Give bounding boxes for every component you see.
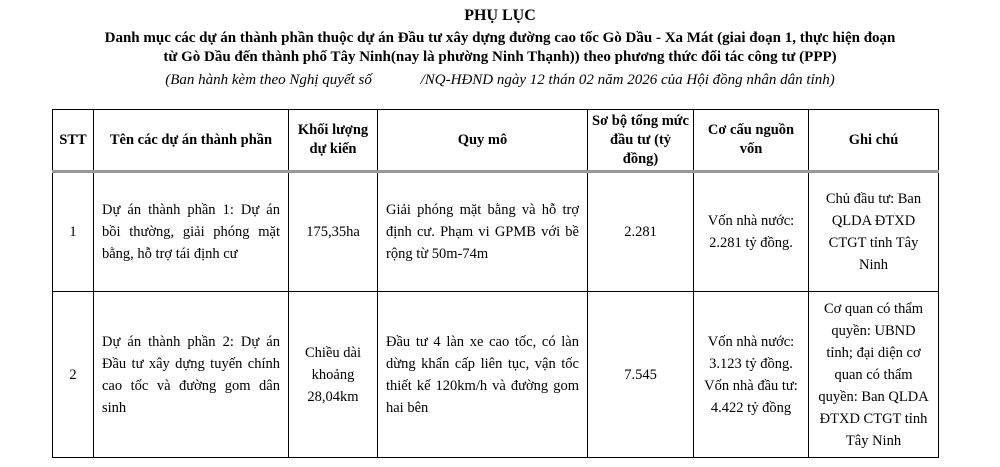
page-title: PHỤ LỤC bbox=[464, 7, 536, 24]
col-header-capital-structure: Cơ cấu nguồn vốn bbox=[694, 110, 809, 172]
document-subtitle bbox=[0, 29, 1000, 67]
table-row bbox=[53, 292, 939, 458]
cell-stt: 1 bbox=[53, 172, 94, 292]
cell-capital-structure: Vốn nhà nước: 2.281 tỷ đồng. bbox=[694, 172, 809, 292]
subtitle-line-1: Danh mục các dự án thành phần thuộc dự án Đầu tư xây dựng đường cao tốc Gò Dầu - Xa Mát (giai đoạn 1, thực hiện đoạn bbox=[104, 30, 896, 46]
col-header-scale: Quy mô bbox=[378, 110, 588, 172]
projects-table bbox=[52, 109, 939, 458]
cell-project-name: Dự án thành phần 1: Dự án bồi thường, giải phóng mặt bằng, hỗ trợ tái định cư bbox=[94, 172, 289, 292]
cell-total-investment: 2.281 bbox=[588, 172, 694, 292]
table-header-row bbox=[53, 110, 939, 172]
col-header-total-investment: Sơ bộ tổng mức đầu tư (tỷ đồng) bbox=[588, 110, 694, 172]
cell-expected-volume: Chiều dài khoảng 28,04km bbox=[289, 292, 378, 458]
cell-total-investment: 7.545 bbox=[588, 292, 694, 458]
col-header-expected-volume: Khối lượng dự kiến bbox=[289, 110, 378, 172]
issuance-note: (Ban hành kèm theo Nghị quyết số /NQ-HĐND ngày 12 thán 02 năm 2026 của Hội đồng nhân dân tỉnh) bbox=[165, 72, 835, 88]
col-header-notes: Ghi chú bbox=[809, 110, 939, 172]
cell-stt: 2 bbox=[53, 292, 94, 458]
subtitle-line-2: từ Gò Dầu đến thành phố Tây Ninh(nay là phường Ninh Thạnh)) theo phương thức đối tác công tư (PPP) bbox=[163, 49, 837, 65]
col-header-stt: STT bbox=[53, 110, 94, 172]
cell-scale: Giải phóng mặt bằng và hỗ trợ định cư. Phạm vi GPMB với bề rộng từ 50m-74m bbox=[378, 172, 588, 292]
cell-notes: Cơ quan có thẩm quyền: UBND tỉnh; đại diện cơ quan có thẩm quyền: Ban QLDA ĐTXD CTGT tỉnh Tây Ninh bbox=[809, 292, 939, 458]
cell-capital-structure: Vốn nhà nước: 3.123 tỷ đồng. Vốn nhà đầu tư: 4.422 tỷ đồng bbox=[694, 292, 809, 458]
cell-project-name: Dự án thành phần 2: Dự án Đầu tư xây dựng tuyến chính cao tốc và đường gom dân sinh bbox=[94, 292, 289, 458]
cell-notes: Chủ đầu tư: Ban QLDA ĐTXD CTGT tỉnh Tây Ninh bbox=[809, 172, 939, 292]
col-header-project-name: Tên các dự án thành phần bbox=[94, 110, 289, 172]
cell-expected-volume: 175,35ha bbox=[289, 172, 378, 292]
cell-scale: Đầu tư 4 làn xe cao tốc, có làn dừng khẩn cấp liên tục, vận tốc thiết kế 120km/h và đường gom hai bên bbox=[378, 292, 588, 458]
table-row bbox=[53, 172, 939, 292]
